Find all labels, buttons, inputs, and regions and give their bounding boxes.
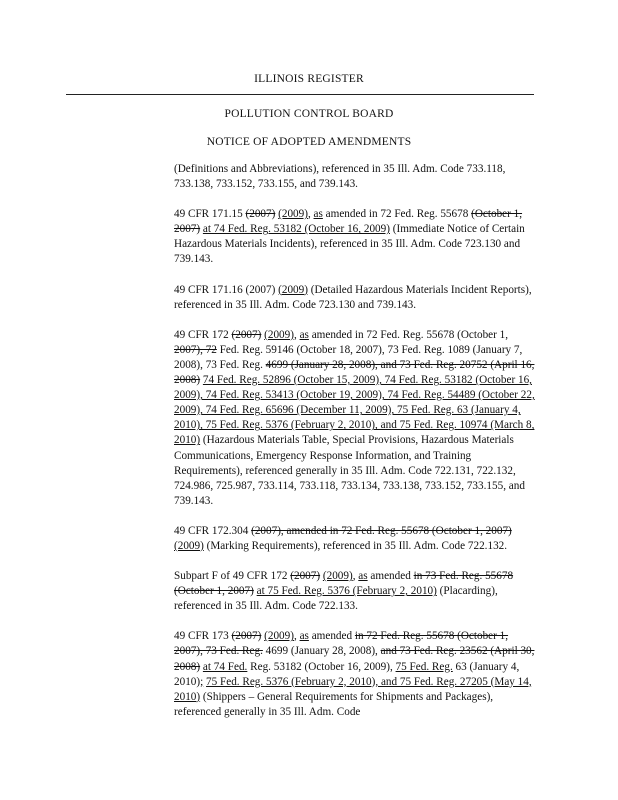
paragraph	[174, 629, 536, 720]
deleted-text: (2007), amended in 72 Fed. Reg. 55678 (October 1, 2007)	[251, 524, 512, 537]
text-run: 4699 (January 28, 2008),	[262, 645, 381, 658]
text-run: 49 CFR 173	[174, 630, 232, 643]
text-run: Fed. Reg. 59146 (October 18, 2007), 73 Fed. Reg. 1089 (January 7, 2008), 73 Fed. Reg.	[174, 343, 523, 371]
deleted-text: 4699 (January 28, 2008), and 73 Fed. Reg. 20752 (April 16, 2008)	[174, 358, 535, 387]
text-run: ,	[293, 328, 300, 341]
inserted-text: as	[299, 630, 309, 643]
inserted-text: at 75 Fed. Reg. 5376 (February 2, 2010)	[256, 585, 437, 598]
notice-title: NOTICE OF ADOPTED AMENDMENTS	[206, 136, 412, 148]
inserted-text: ;	[200, 675, 204, 688]
inserted-text: (2009)	[264, 328, 294, 341]
inserted-text: (2009)	[264, 630, 294, 643]
text-run: amended in 72 Fed. Reg. 55678	[322, 208, 472, 221]
header-rule	[66, 94, 534, 95]
text-run: ,	[307, 208, 314, 221]
paragraph	[174, 283, 536, 313]
text-run: (Marking Requirements), referenced in 35 Ill. Adm. Code 722.132.	[203, 539, 508, 552]
inserted-text: 75 Fed. Reg.	[395, 660, 453, 673]
text-run: (Definitions and Abbreviations), referenced in 35 Ill. Adm. Code 733.118, 733.138, 733.152, 733.155, and 739.143.	[174, 163, 506, 191]
inserted-text: (2009)	[174, 539, 204, 552]
text-run: Reg. 53182 (October 16, 2009),	[247, 660, 396, 673]
text-run: ,	[293, 630, 300, 643]
text-run: (Immediate Notice of Certain Hazardous Materials Incidents), referenced in 35 Ill. Adm. Code 723.130 and 739.143.	[174, 223, 525, 266]
inserted-text: as	[313, 208, 323, 221]
inserted-text: 74 Fed. Reg. 52896 (October 15, 2009), 74 Fed. Reg. 53182 (October 16, 2009), 74 Fed. Reg. 53413 (October 19, 2009), 74 Fed. Reg. 54489 (October 22, 2009), 74 Fed. Reg. 65696 (December 11, 2009), 75 Fed. Reg. 63 (January 4, 2010), 75 Fed. Reg. 5376 (February 2, 2010), and 75 Fed. Reg. 10974 (March 8, 2010)	[174, 374, 535, 447]
text-run: 49 CFR 172	[174, 328, 232, 341]
document-body	[174, 162, 536, 735]
text-run: 63 (January 4, 2010)	[174, 660, 520, 688]
deleted-text: and 73 Fed. Reg. 23562 (April 30, 2008)	[174, 645, 535, 673]
text-run: ,	[352, 570, 359, 583]
inserted-text: at 74 Fed. Reg. 53182 (October 16, 2009)	[202, 223, 390, 236]
inserted-text: (2009)	[278, 283, 308, 296]
inserted-text: (2009)	[278, 208, 308, 221]
deleted-text: 2007), 72	[174, 343, 217, 356]
text-run: amended	[367, 570, 414, 583]
text-run: amended in 72 Fed. Reg. 55678 (October 1,	[308, 328, 509, 341]
paragraph	[174, 207, 536, 267]
paragraph	[174, 162, 536, 192]
text-run: (Hazardous Materials Table, Special Provisions, Hazardous Materials Communications, Emergency Response Information, and Training Requirements), referenced generally in 35 Ill. Adm. Code 722.131, 722.132, 724.986, 725.987, 733.114, 733.118, 733.134, 733.138, 733.152, 733.155, and 739.143.	[174, 434, 525, 507]
text-run: 49 CFR 171.15	[174, 208, 246, 221]
text-run: 49 CFR 171.16 (2007)	[174, 283, 279, 296]
deleted-text: in 72 Fed. Reg. 55678 (October 1, 2007), 73 Fed. Reg.	[174, 630, 509, 658]
text-run: (Placarding), referenced in 35 Ill. Adm. Code 722.133.	[174, 585, 498, 613]
paragraph	[174, 569, 536, 614]
deleted-text: (October 1, 2007)	[174, 208, 523, 236]
deleted-text: (2007)	[245, 208, 276, 221]
inserted-text: as	[299, 328, 309, 341]
text-run: amended	[308, 630, 355, 643]
inserted-text: at 74 Fed.	[202, 660, 248, 673]
inserted-text: 75 Fed. Reg. 5376 (February 2, 2010), and 75 Fed. Reg. 27205 (May 14, 2010)	[174, 675, 532, 703]
text-run: (Shippers – General Requirements for Shipments and Packages), referenced generally in 35 Ill. Adm. Code	[174, 690, 494, 718]
text-run: 49 CFR 172.304	[174, 524, 252, 537]
deleted-text: (2007)	[231, 630, 262, 643]
paragraph	[174, 524, 536, 554]
board-title: POLLUTION CONTROL BOARD	[224, 108, 394, 120]
text-run: (Detailed Hazardous Materials Incident Reports), referenced in 35 Ill. Adm. Code 723.130 and 739.143.	[174, 283, 532, 311]
register-title: ILLINOIS REGISTER	[254, 73, 364, 85]
deleted-text: (2007)	[231, 328, 262, 341]
inserted-text: (2009)	[322, 570, 353, 583]
text-run: Subpart F of 49 CFR 172	[174, 570, 291, 583]
deleted-text: in 73 Fed. Reg. 55678 (October 1, 2007)	[174, 570, 514, 598]
deleted-text: (2007)	[290, 570, 321, 583]
paragraph	[174, 328, 536, 509]
inserted-text: as	[358, 570, 368, 583]
